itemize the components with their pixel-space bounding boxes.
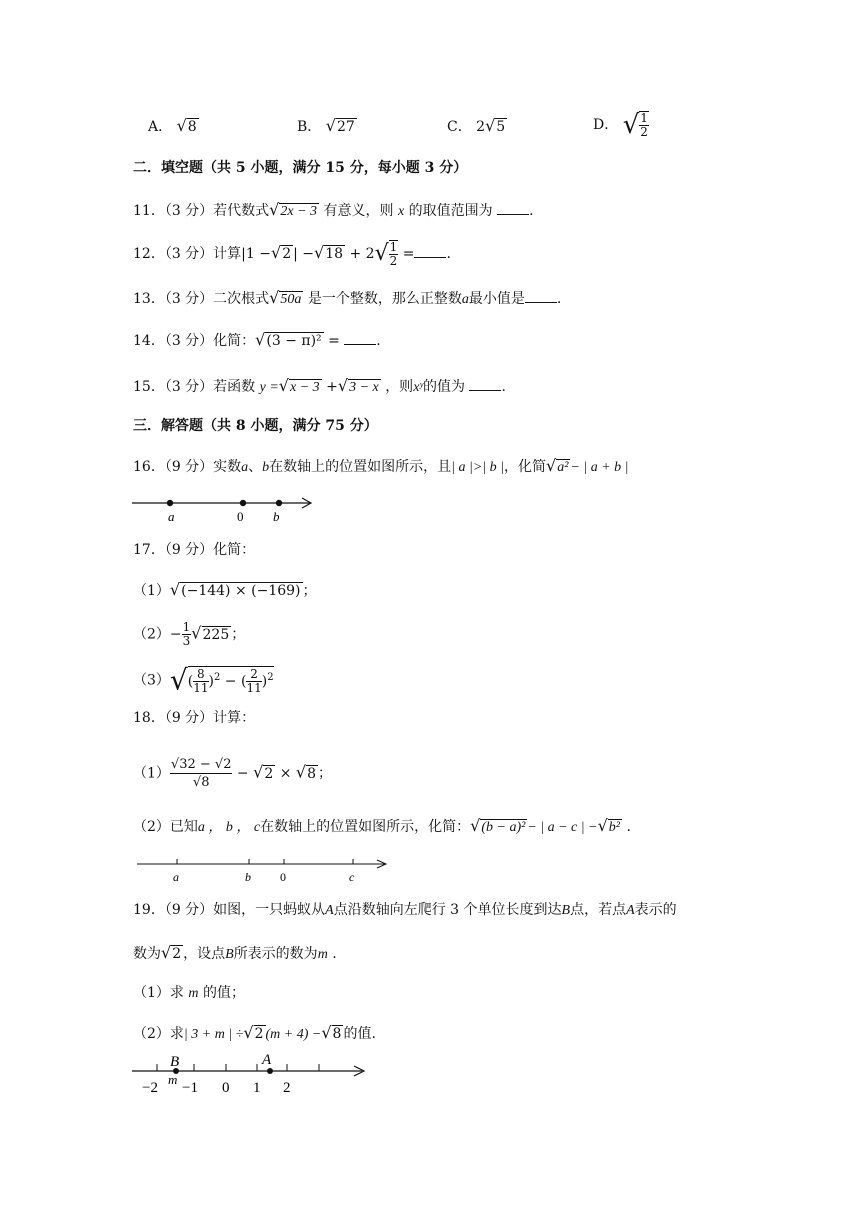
- question-19-part-1: （1）求 m 的值；: [133, 985, 245, 1001]
- section-title-solve: 三．解答题（共 8 小题，满分 75 分）: [133, 418, 378, 434]
- option-a: A． √8: [148, 116, 197, 135]
- question-17: 17．（9 分）化简：: [133, 542, 256, 558]
- label-point-a: A: [262, 1052, 272, 1068]
- answer-blank: [469, 378, 501, 391]
- section-title-fill-blank: 二．填空题（共 5 小题，满分 15 分，每小题 3 分）: [133, 160, 468, 176]
- question-18-part-2: （2）已知a ， b ， c在数轴上的位置如图所示，化简：√(b − a)² − | a − c | −√b² .: [133, 816, 631, 835]
- question-18-part-1: （1） $\frac{√32 - √2}{√8}$ − √2 × √8 ；: [133, 757, 332, 790]
- question-17-part-1: （1）√(−144) × (−169) ；: [133, 580, 317, 599]
- answer-blank: [414, 245, 446, 258]
- question-17-part-3: （3）√( $\frac{8}{11}$ )$^2$ − ( $\frac{2}{11}$ )$^2$: [133, 663, 274, 697]
- question-19-line-2: 数为√2 ，设点B所表示的数为m .: [133, 943, 337, 962]
- point-zero: [240, 500, 246, 506]
- label-zero: 0: [237, 509, 244, 524]
- label-b: b: [273, 509, 280, 524]
- number-line-q18: [133, 853, 393, 885]
- radicand: 8: [187, 119, 197, 135]
- label-m: m: [168, 1072, 178, 1087]
- label-point-b: B: [170, 1054, 180, 1070]
- question-19-part-2: （2）求| 3 + m | ÷√2 (m + 4) −√8 的值.: [133, 1023, 376, 1042]
- question-19: 19．（9 分）如图，一只蚂蚁从A点沿数轴向左爬行 3 个单位长度到达B点，若点A表示的: [133, 902, 677, 918]
- option-b: B． √27: [297, 116, 355, 135]
- number-line-q19: [130, 1052, 380, 1096]
- answer-blank: [525, 290, 557, 303]
- label-a: a: [173, 870, 179, 884]
- question-11: 11．（3 分）若代数式√2x − 3 有意义，则 x 的取值范围为 .: [133, 200, 534, 219]
- label-c: c: [349, 870, 355, 884]
- question-15: 15．（3 分）若函数 y =√x − 3 +√3 − x ，则xʸ的值为 .: [133, 376, 506, 395]
- question-16: 16．（9 分）实数a、b在数轴上的位置如图所示，且| a |>| b |，化简√a² − | a + b |: [133, 456, 629, 475]
- label-zero: 0: [280, 870, 286, 884]
- question-18: 18．（9 分）计算：: [133, 710, 256, 726]
- question-12: 12．（3 分）计算|1 −√2 | −√18 + 2√ $\frac{1}{2}$ = .: [133, 240, 451, 268]
- label-b: b: [245, 870, 251, 884]
- question-17-part-2: （2）− $\frac{1}{3}$ √225 ；: [133, 620, 246, 648]
- tick-label-1: 1: [253, 1080, 261, 1096]
- number-line-q16: [130, 490, 330, 524]
- answer-blank: [344, 332, 376, 345]
- point-a: [267, 1068, 273, 1074]
- question-14: 14．（3 分）化简：√(3 − π)² = .: [133, 330, 381, 349]
- answer-blank: [497, 202, 529, 215]
- point-a: [167, 500, 173, 506]
- tick-label-neg2: −2: [142, 1080, 158, 1096]
- tick-label-2: 2: [283, 1080, 291, 1096]
- question-13: 13．（3 分）二次根式√50a 是一个整数，那么正整数a最小值是 .: [133, 288, 562, 307]
- tick-label-0: 0: [222, 1080, 230, 1096]
- option-d: D． √ $\frac{1}{2}$: [593, 110, 648, 140]
- label-a: a: [168, 509, 175, 524]
- tick-label-neg1: −1: [182, 1080, 198, 1096]
- option-c: C． 2√5: [447, 116, 506, 135]
- point-b: [276, 500, 282, 506]
